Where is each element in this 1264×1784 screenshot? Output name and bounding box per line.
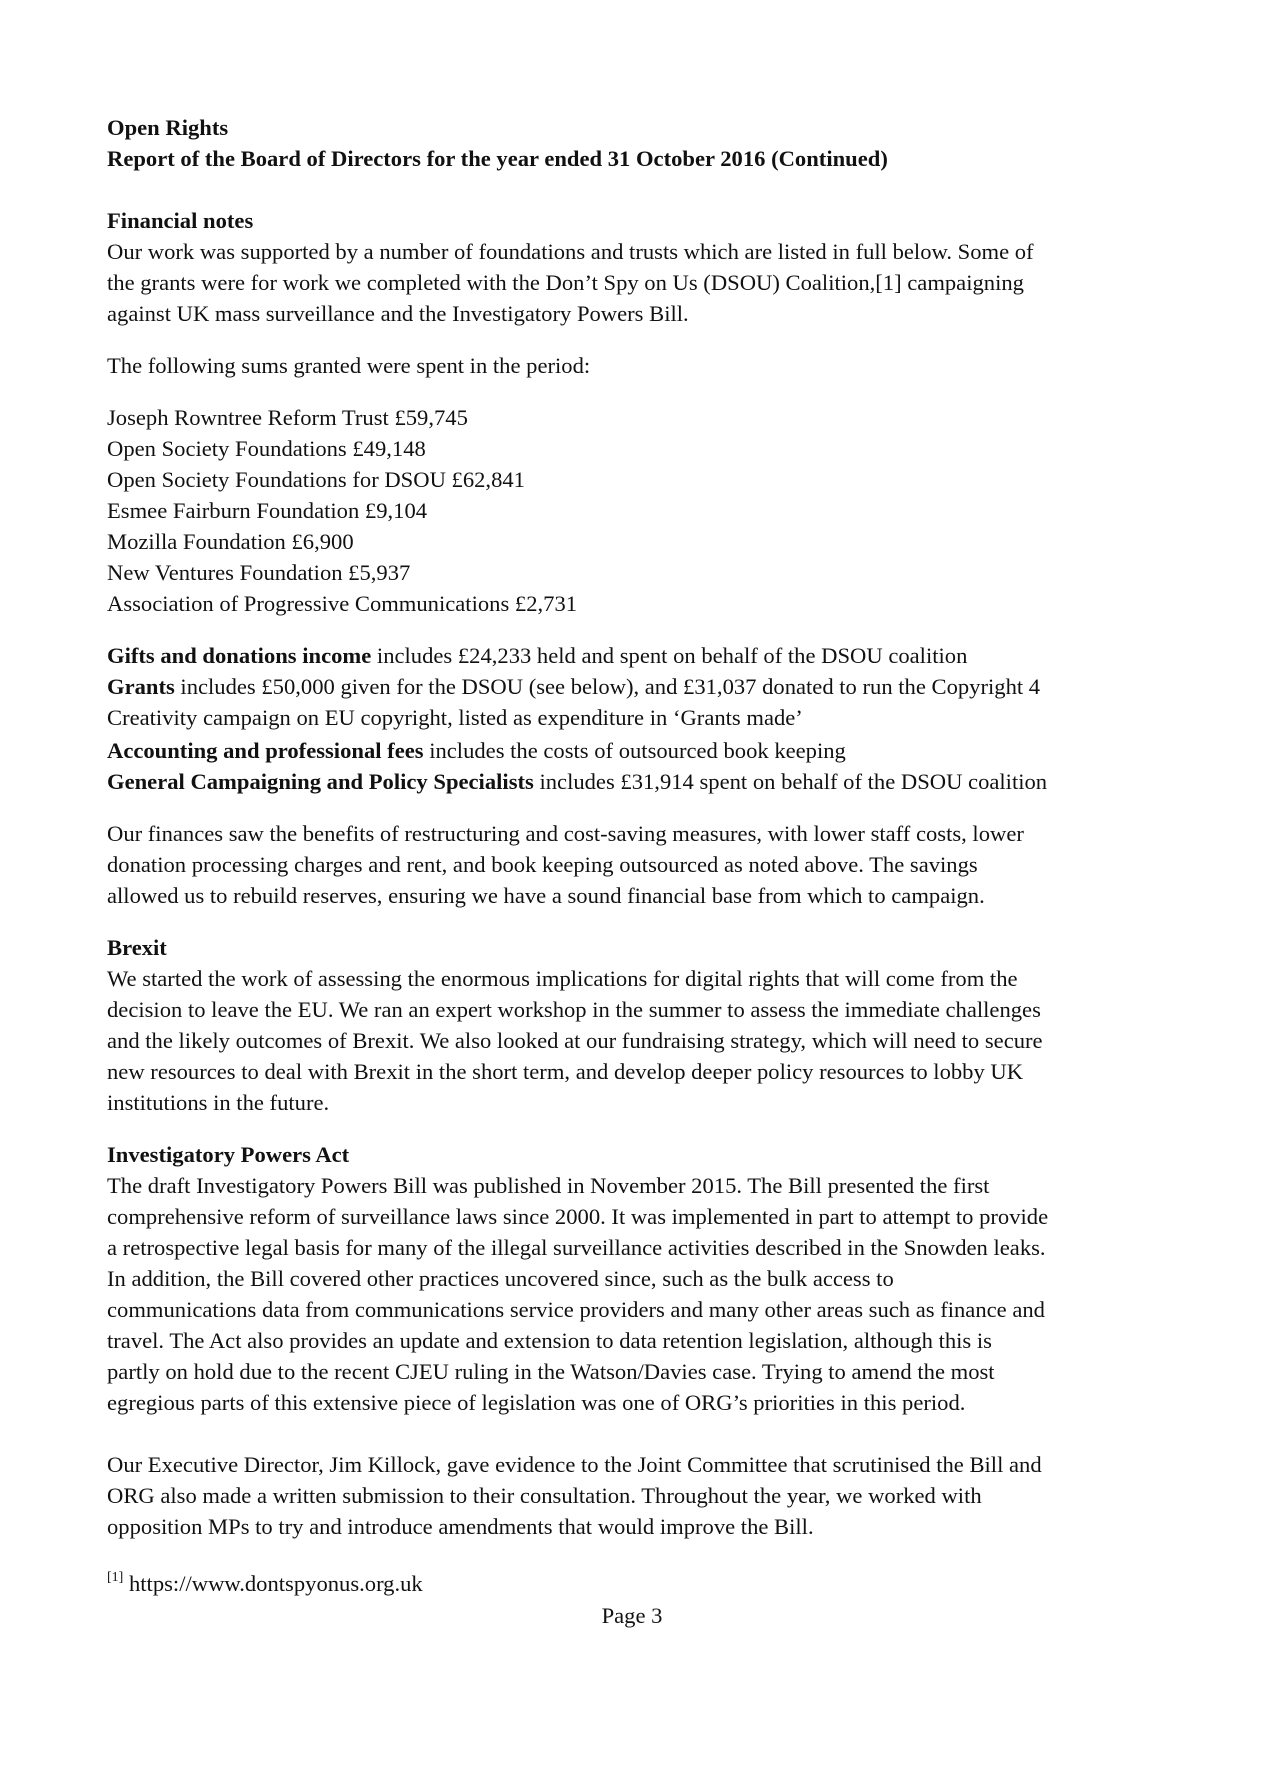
ipa-section [107, 1139, 1167, 1542]
campaigning-note [107, 766, 1167, 797]
grant-item: Mozilla Foundation £6,900 [107, 529, 354, 554]
grant-item: Open Society Foundations £49,148 [107, 436, 426, 461]
financial-notes-section [107, 205, 1167, 911]
footnote [107, 1568, 423, 1599]
report-title: Report of the Board of Directors for the year ended 31 October 2016 (Continued) [107, 146, 888, 171]
grant-item: Joseph Rowntree Reform Trust £59,745 [107, 405, 468, 430]
brexit-line: institutions in the future. [107, 1090, 330, 1115]
ipa-heading: Investigatory Powers Act [107, 1142, 350, 1167]
campaigning-label: General Campaigning and Policy Specialists [107, 769, 534, 794]
brexit-line: and the likely outcomes of Brexit. We also looked at our fundraising strategy, which will need to secure [107, 1028, 1043, 1053]
grants-list [107, 402, 1167, 619]
intro-line: Our work was supported by a number of foundations and trusts which are listed in full below. Some of [107, 239, 1034, 264]
intro-line: against UK mass surveillance and the Investigatory Powers Bill. [107, 301, 689, 326]
ipa-line: a retrospective legal basis for many of the illegal surveillance activities described in the Snowden leaks. [107, 1235, 1046, 1260]
gifts-label: Gifts and donations income [107, 643, 372, 668]
intro-line: the grants were for work we completed with the Don’t Spy on Us (DSOU) Coalition,[1] campaigning [107, 270, 1024, 295]
grants-note-continued: Creativity campaign on EU copyright, listed as expenditure in ‘Grants made’ [107, 705, 803, 730]
page-number: Page 3 [601, 1603, 663, 1628]
ipa-line: travel. The Act also provides an update and extension to data retention legislation, although this is [107, 1328, 992, 1353]
brexit-line: We started the work of assessing the enormous implications for digital rights that will come from the [107, 966, 1018, 991]
campaigning-text: includes £31,914 spent on behalf of the DSOU coalition [533, 769, 1048, 794]
gifts-text: includes £24,233 held and spent on behalf of the DSOU coalition [371, 643, 968, 668]
ipa-line: communications data from communications service providers and many other areas such as finance and [107, 1297, 1045, 1322]
fees-note [107, 735, 1167, 766]
ipa-line: ORG also made a written submission to their consultation. Throughout the year, we worked with [107, 1483, 982, 1508]
org-name: Open Rights [107, 115, 229, 140]
grant-item: Open Society Foundations for DSOU £62,841 [107, 467, 525, 492]
grants-text: includes £50,000 given for the DSOU (see below), and £31,037 donated to run the Copyright 4 [174, 674, 1041, 699]
sums-intro: The following sums granted were spent in the period: [107, 353, 591, 378]
page-content [107, 112, 1167, 1542]
ipa-line: partly on hold due to the recent CJEU ruling in the Watson/Davies case. Trying to amend the most [107, 1359, 995, 1384]
summary-line: allowed us to rebuild reserves, ensuring we have a sound financial base from which to campaign. [107, 883, 985, 908]
footnote-link[interactable]: https://www.dontspyonus.org.uk [128, 1571, 423, 1596]
grants-label: Grants [107, 674, 175, 699]
grants-note [107, 671, 1167, 702]
expense-notes [107, 640, 1167, 797]
grant-item: New Ventures Foundation £5,937 [107, 560, 411, 585]
ipa-line: comprehensive reform of surveillance laws since 2000. It was implemented in part to attempt to provide [107, 1204, 1049, 1229]
summary-line: donation processing charges and rent, and book keeping outsourced as noted above. The savings [107, 852, 978, 877]
brexit-heading: Brexit [107, 935, 167, 960]
brexit-section [107, 932, 1167, 1118]
ipa-line: opposition MPs to try and introduce amendments that would improve the Bill. [107, 1514, 814, 1539]
brexit-line: new resources to deal with Brexit in the short term, and develop deeper policy resources to lobby UK [107, 1059, 1024, 1084]
fees-label: Accounting and professional fees [107, 738, 424, 763]
fees-text: includes the costs of outsourced book keeping [423, 738, 846, 763]
brexit-line: decision to leave the EU. We ran an expert workshop in the summer to assess the immediate challenges [107, 997, 1041, 1022]
financial-notes-heading: Financial notes [107, 208, 254, 233]
ipa-line: egregious parts of this extensive piece of legislation was one of ORG’s priorities in this period. [107, 1390, 966, 1415]
footnote-marker: [1] [107, 1570, 124, 1585]
grant-item: Association of Progressive Communications £2,731 [107, 591, 578, 616]
ipa-line: The draft Investigatory Powers Bill was published in November 2015. The Bill presented the first [107, 1173, 990, 1198]
summary-line: Our finances saw the benefits of restructuring and cost-saving measures, with lower staff costs, lower [107, 821, 1024, 846]
ipa-line: Our Executive Director, Jim Killock, gave evidence to the Joint Committee that scrutinised the Bill and [107, 1452, 1042, 1477]
ipa-line: In addition, the Bill covered other practices uncovered since, such as the bulk access to [107, 1266, 894, 1291]
gifts-note [107, 640, 1167, 671]
grant-item: Esmee Fairburn Foundation £9,104 [107, 498, 428, 523]
